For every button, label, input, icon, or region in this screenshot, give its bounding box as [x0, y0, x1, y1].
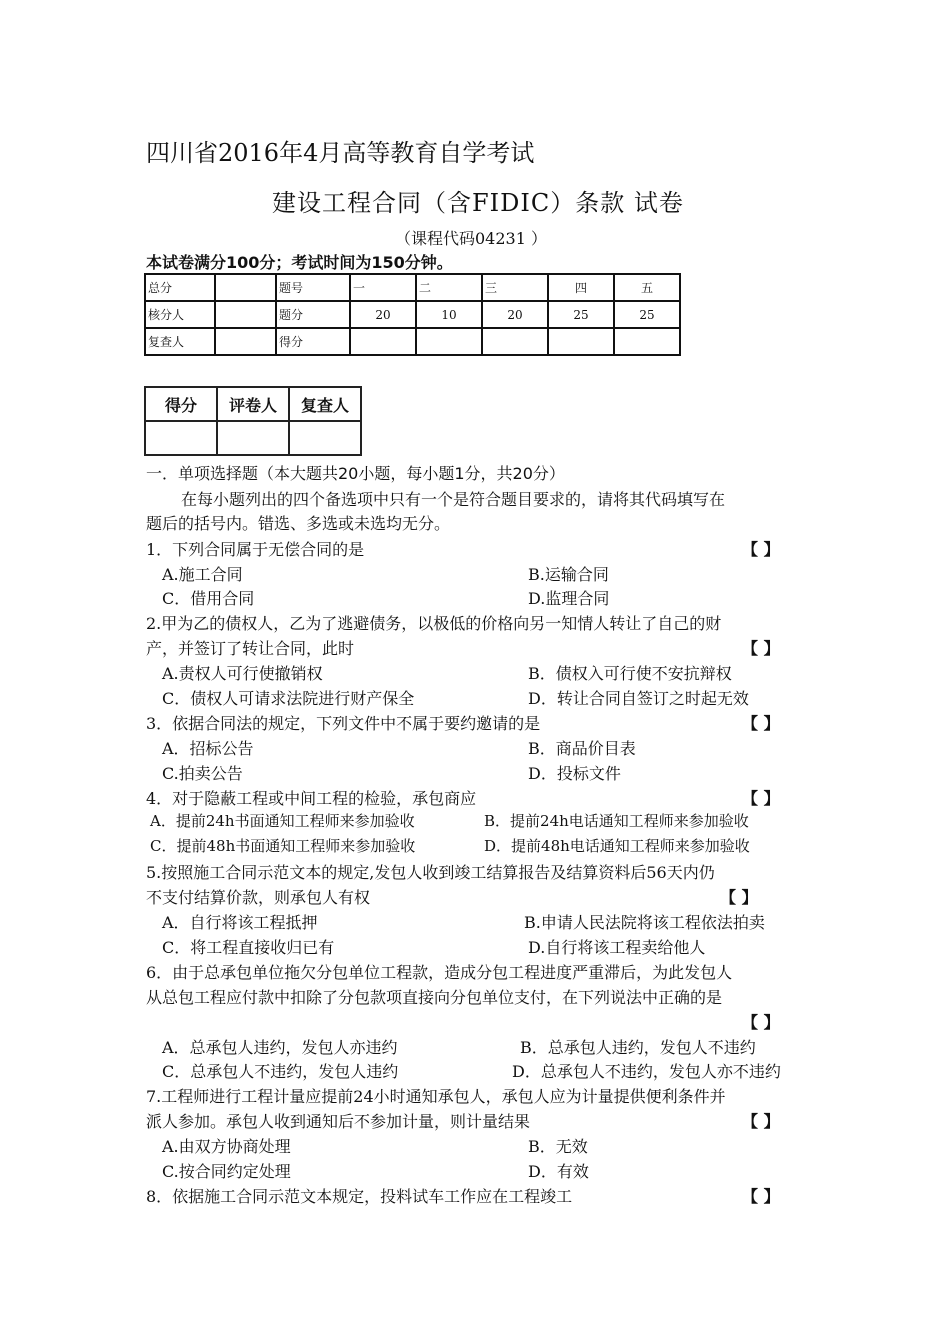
option: C.按合同约定处理	[162, 1162, 291, 1181]
option: A．自行将该工程抵押	[162, 913, 318, 932]
table-cell: 25	[614, 301, 680, 328]
table-cell: 题号	[276, 274, 350, 301]
table-cell: 得分	[276, 328, 350, 355]
table-cell: 25	[548, 301, 614, 328]
table-cell: 20	[350, 301, 416, 328]
table-cell	[215, 301, 276, 328]
table-cell: 核分人	[145, 301, 215, 328]
table-cell: 二	[416, 274, 482, 301]
table-cell	[215, 328, 276, 355]
table-cell: 五	[614, 274, 680, 301]
table-cell: 三	[482, 274, 548, 301]
grader-header: 评卷人	[217, 387, 289, 421]
table-cell	[215, 274, 276, 301]
score-row-checker	[145, 301, 680, 328]
table-cell: 一	[350, 274, 416, 301]
course-code: （课程代码04231 ）	[395, 229, 547, 248]
question-stem: 2.甲为乙的债权人，乙为了逃避债务，以极低的价格向另一知情人转让了自己的财	[146, 614, 722, 633]
option: C.拍卖公告	[162, 764, 243, 783]
grader-cell	[145, 421, 217, 455]
option: A.责权人可行使撤销权	[162, 664, 323, 683]
table-cell: 20	[482, 301, 548, 328]
option: D．总承包人不违约，发包人亦不违约	[512, 1062, 781, 1081]
answer-bracket: 【 】	[742, 1013, 780, 1032]
option: B.申请人民法院将该工程依法拍卖	[524, 913, 765, 932]
subject-title: 建设工程合同（含FIDIC）条款 试卷	[272, 189, 684, 217]
option: A．提前24h书面通知工程师来参加验收	[150, 812, 415, 830]
exam-notice: 本试卷满分100分；考试时间为150分钟。	[146, 253, 453, 272]
score-table	[144, 273, 681, 356]
grader-header: 复查人	[289, 387, 361, 421]
question-stem: 8．依据施工合同示范文本规定，投料试车工作应在工程竣工	[146, 1187, 573, 1206]
table-cell	[416, 328, 482, 355]
option: C．总承包人不违约，发包人违约	[162, 1062, 399, 1081]
option: A．总承包人违约，发包人亦违约	[162, 1038, 398, 1057]
table-cell: 复查人	[145, 328, 215, 355]
score-row-total	[145, 274, 680, 301]
section-heading: 一．单项选择题（本大题共20小题，每小题1分，共20分）	[146, 464, 565, 483]
option: D．有效	[528, 1162, 589, 1181]
option: D．投标文件	[528, 764, 621, 783]
option: D.自行将该工程卖给他人	[528, 938, 706, 957]
answer-bracket: 【 】	[742, 540, 780, 559]
table-cell	[548, 328, 614, 355]
question-stem: 3．依据合同法的规定，下列文件中不属于要约邀请的是	[146, 714, 541, 733]
answer-bracket: 【 】	[742, 639, 780, 658]
question-stem: 4．对于隐蔽工程或中间工程的检验，承包商应	[146, 789, 477, 808]
option: C．将工程直接收归已有	[162, 938, 335, 957]
option: B．无效	[528, 1137, 588, 1156]
table-cell: 四	[548, 274, 614, 301]
grader-cell	[217, 421, 289, 455]
table-cell: 题分	[276, 301, 350, 328]
score-row-reviewer	[145, 328, 680, 355]
option: B．商品价目表	[528, 739, 636, 758]
question-stem: 不支付结算价款，则承包人有权	[146, 888, 371, 907]
answer-bracket: 【 】	[742, 1187, 780, 1206]
answer-bracket: 【 】	[742, 789, 780, 808]
question-stem: 从总包工程应付款中扣除了分包款项直接向分包单位支付，在下列说法中正确的是	[146, 988, 723, 1007]
answer-bracket: 【 】	[720, 888, 758, 907]
answer-bracket: 【 】	[742, 714, 780, 733]
option: A.由双方协商处理	[162, 1137, 291, 1156]
option: A．招标公告	[162, 739, 254, 758]
instruction-line: 在每小题列出的四个备选项中只有一个是符合题目要求的，请将其代码填写在	[181, 490, 726, 509]
table-cell	[482, 328, 548, 355]
table-cell: 总分	[145, 274, 215, 301]
grader-table	[144, 386, 362, 456]
option: B．提前24h电话通知工程师来参加验收	[484, 812, 749, 830]
option: D.监理合同	[528, 589, 610, 608]
option: A.施工合同	[162, 565, 243, 584]
answer-bracket: 【 】	[742, 1112, 780, 1131]
option: C．提前48h书面通知工程师来参加验收	[150, 837, 416, 855]
option: C．借用合同	[162, 589, 255, 608]
question-stem: 7.工程师进行工程计量应提前24小时通知承包人，承包人应为计量提供便利条件并	[146, 1087, 726, 1106]
question-stem: 派人参加。承包人收到通知后不参加计量，则计量结果	[146, 1112, 531, 1131]
question-stem: 产，并签订了转让合同，此时	[146, 639, 355, 658]
exam-title: 四川省2016年4月高等教育自学考试	[146, 139, 535, 167]
instruction-line: 题后的括号内。错选、多选或未选均无分。	[146, 514, 451, 533]
table-cell	[350, 328, 416, 355]
question-stem: 1．下列合同属于无偿合同的是	[146, 540, 365, 559]
question-stem: 6．由于总承包单位拖欠分包单位工程款，造成分包工程进度严重滞后，为此发包人	[146, 963, 733, 982]
option: B．总承包人违约，发包人不违约	[520, 1038, 756, 1057]
question-stem: 5.按照施工合同示范文本的规定,发包人收到竣工结算报告及结算资料后56天内仍	[146, 863, 715, 882]
option: D．提前48h电话通知工程师来参加验收	[484, 837, 750, 855]
table-cell: 10	[416, 301, 482, 328]
option: B．债权入可行使不安抗辩权	[528, 664, 732, 683]
option: D．转让合同自签订之时起无效	[528, 689, 749, 708]
grader-cell	[289, 421, 361, 455]
table-cell	[614, 328, 680, 355]
option: C．债权人可请求法院进行财产保全	[162, 689, 415, 708]
grader-header: 得分	[145, 387, 217, 421]
option: B.运输合同	[528, 565, 609, 584]
